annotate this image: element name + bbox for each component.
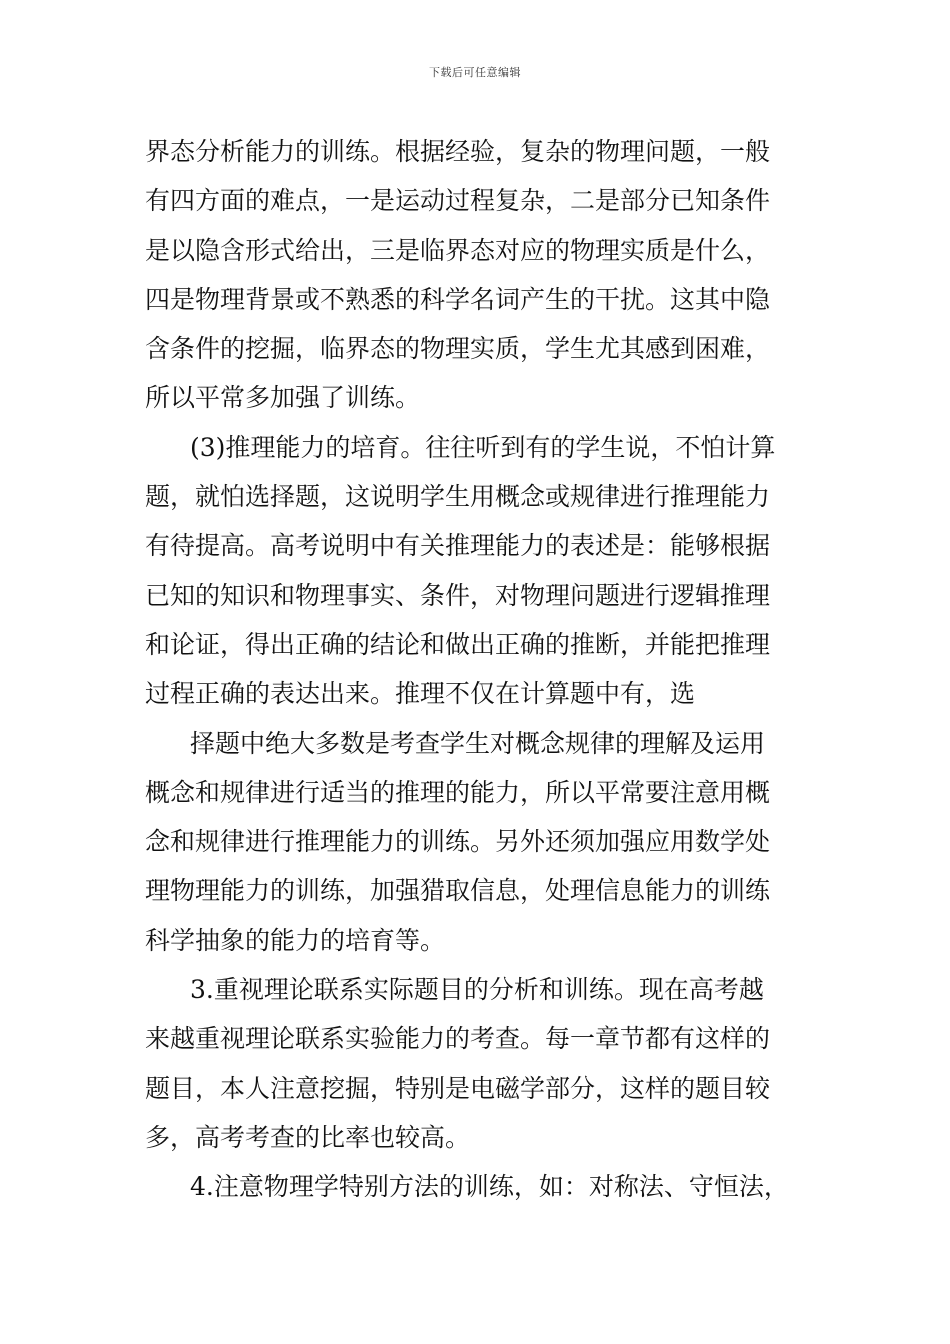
text-line: 和论证，得出正确的结论和做出正确的推断，并能把推理	[145, 629, 771, 659]
paragraph	[145, 127, 815, 423]
text-line: 有四方面的难点，一是运动过程复杂，二是部分已知条件	[145, 186, 771, 216]
text-line: 概念和规律进行适当的推理的能力，所以平常要注意用概	[145, 777, 771, 807]
text-line: 含条件的挖掘，临界态的物理实质，学生尤其感到困难，	[145, 334, 771, 364]
text-line: 有待提高。高考说明中有关推理能力的表述是：能够根据	[145, 531, 771, 561]
text-line: 择题中绝大多数是考查学生对概念规律的理解及运用	[190, 728, 766, 758]
paragraph	[145, 1162, 815, 1211]
text-line: 3.重视理论联系实际题目的分析和训练。现在高考越	[190, 975, 764, 1005]
text-line: 是以隐含形式给出，三是临界态对应的物理实质是什么，	[145, 235, 771, 265]
text-line: 来越重视理论联系实验能力的考查。每一章节都有这样的	[145, 1024, 771, 1054]
text-line: 念和规律进行推理能力的训练。另外还须加强应用数学处	[145, 827, 771, 857]
text-line: 界态分析能力的训练。根据经验，复杂的物理问题，一般	[145, 137, 771, 166]
text-line: 所以平常多加强了训练。	[145, 383, 421, 413]
text-line: (3)推理能力的培育。往往听到有的学生说，不怕计算	[190, 432, 776, 462]
text-line: 科学抽象的能力的培育等。	[145, 925, 446, 955]
text-line: 理物理能力的训练，加强猎取信息，处理信息能力的训练	[145, 876, 771, 906]
text-line: 过程正确的表达出来。推理不仅在计算题中有，选	[145, 679, 696, 709]
text-line: 多，高考考查的比率也较高。	[145, 1122, 471, 1152]
paragraph	[145, 719, 815, 965]
paragraph	[145, 965, 815, 1162]
text-line: 题目，本人注意挖掘，特别是电磁学部分，这样的题目较	[145, 1073, 771, 1103]
text-line: 题，就怕选择题，这说明学生用概念或规律进行推理能力	[145, 482, 771, 512]
text-line: 4.注意物理学特别方法的训练，如：对称法、守恒法，	[190, 1172, 789, 1202]
text-line: 四是物理背景或不熟悉的科学名词产生的干扰。这其中隐	[145, 284, 771, 314]
page-header-note: 下载后可任意编辑	[429, 66, 521, 79]
text-line: 已知的知识和物理事实、条件，对物理问题进行逻辑推理	[145, 580, 771, 610]
body-text	[145, 127, 815, 1212]
paragraph	[145, 423, 815, 719]
